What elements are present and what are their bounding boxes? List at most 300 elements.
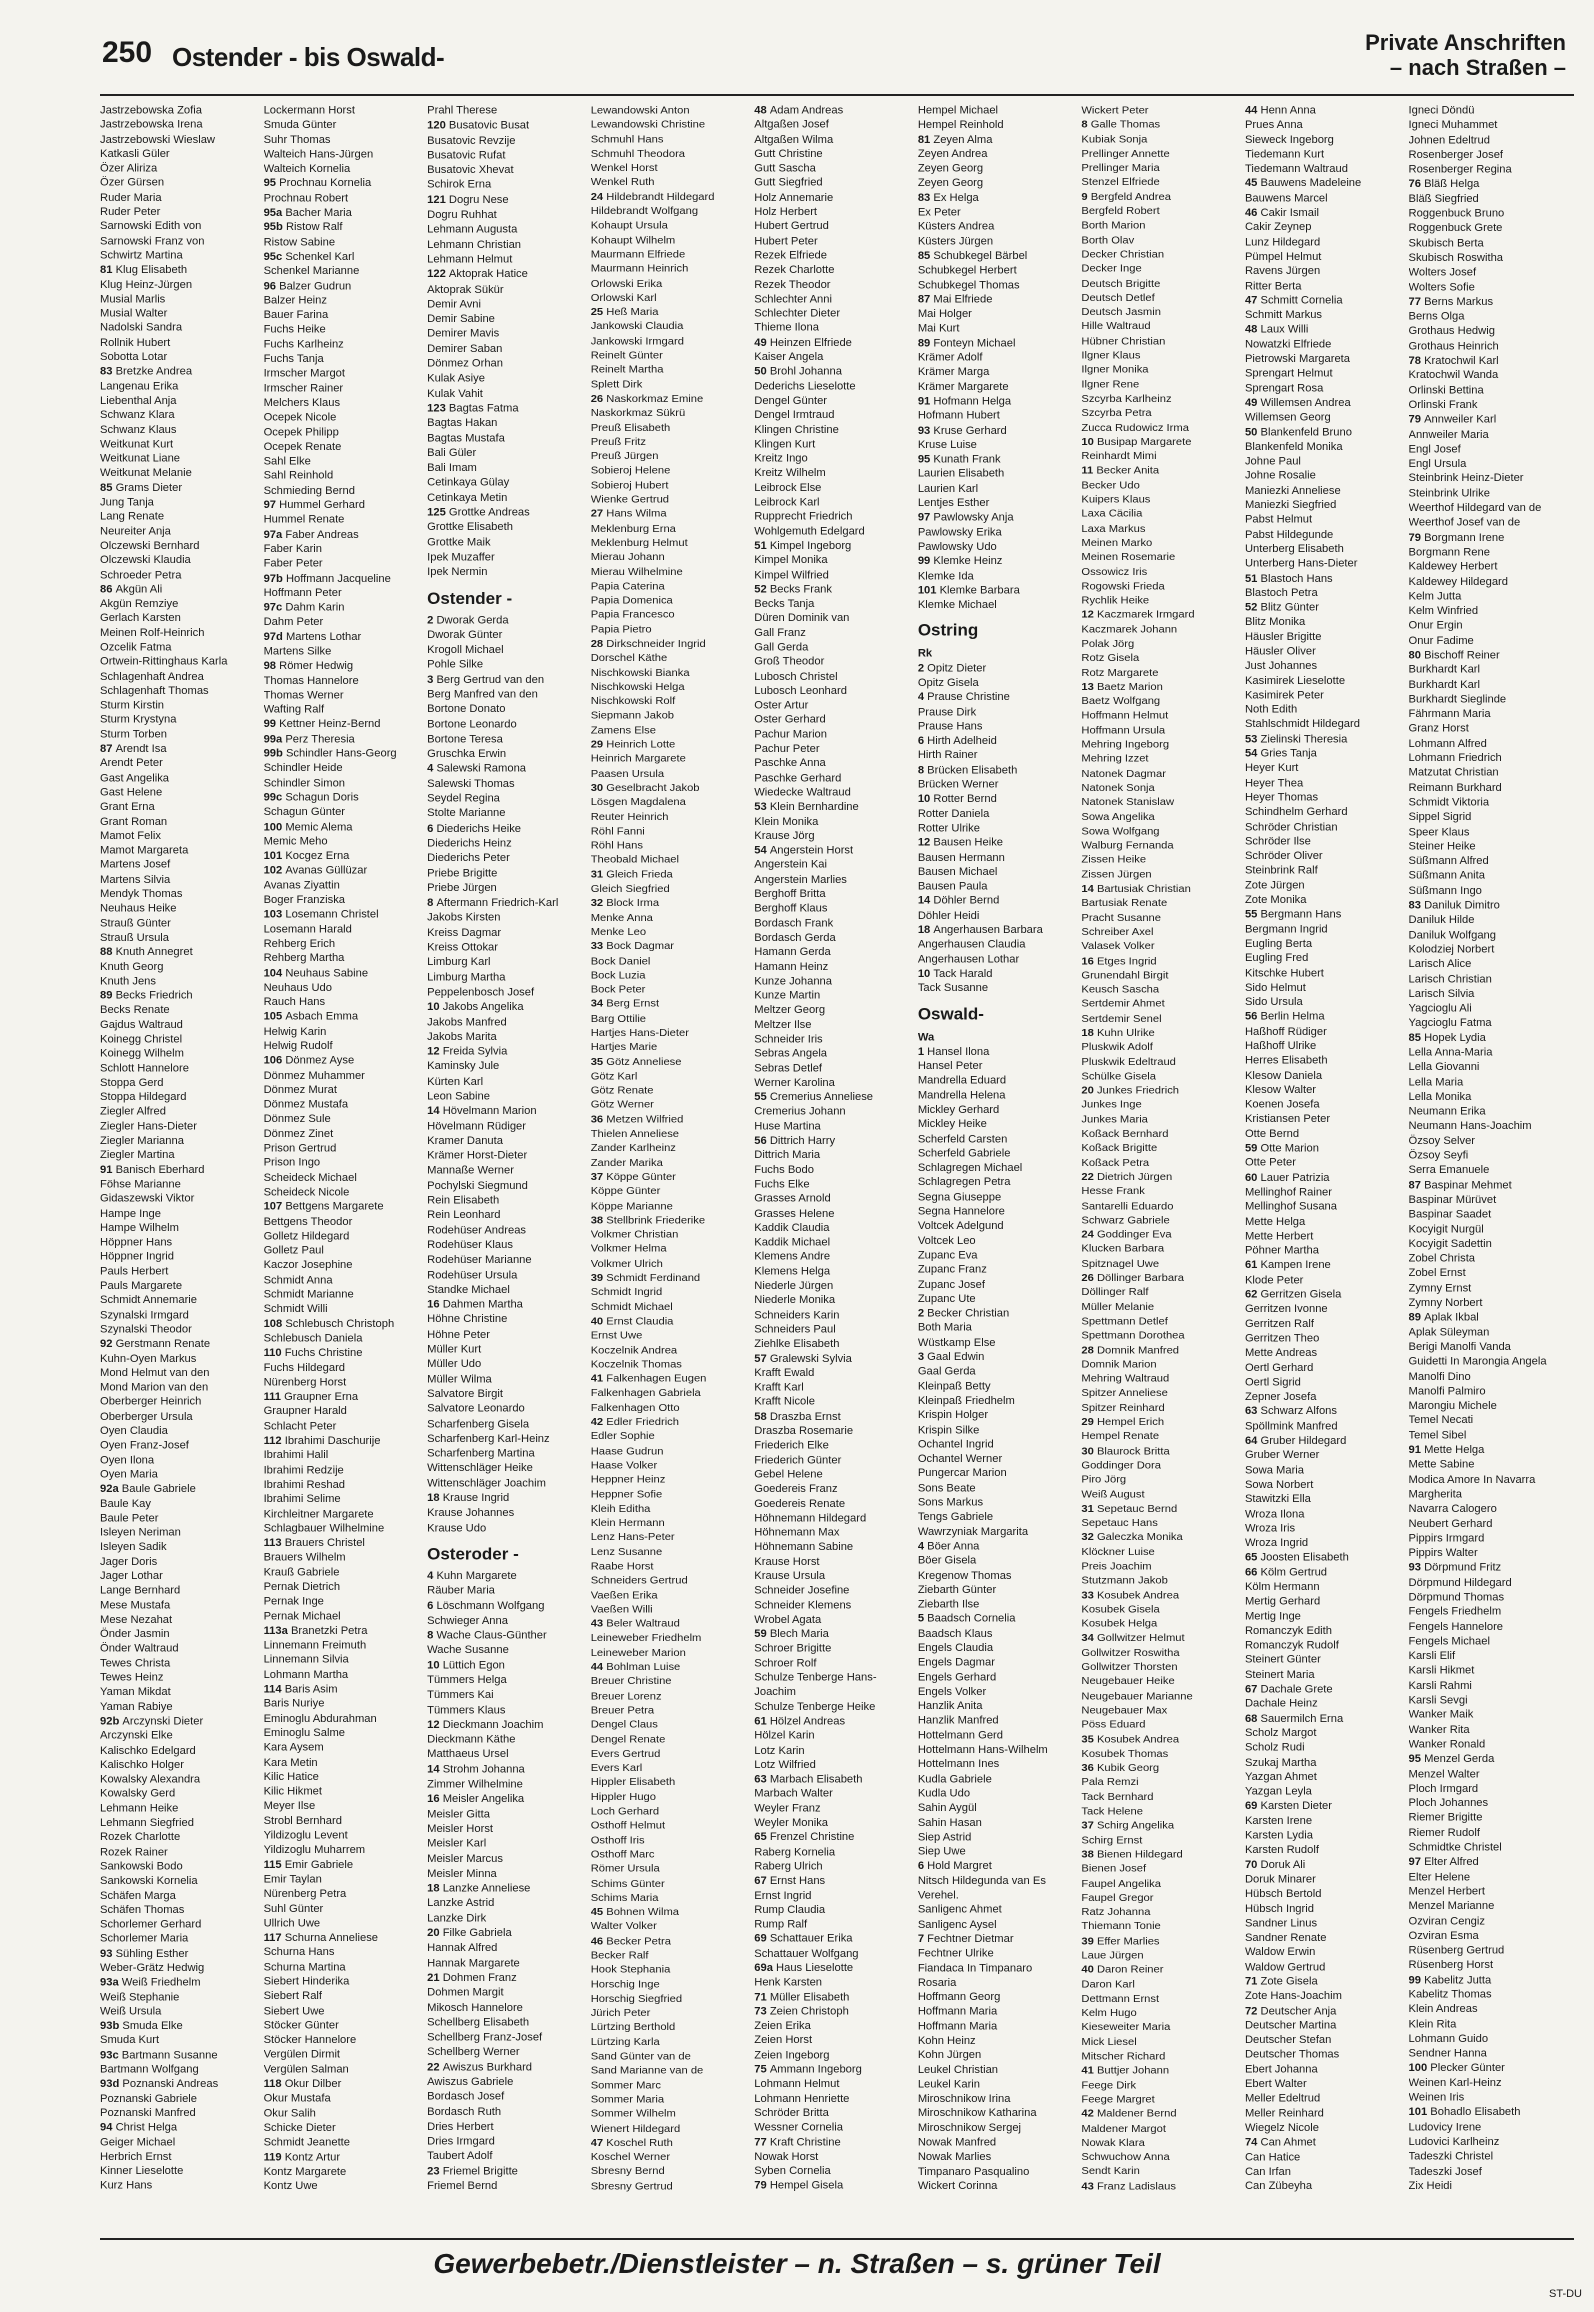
resident-entry: Smuda Kurt (100, 2035, 160, 2047)
resident-entry: Böer Gisela (917, 1555, 977, 1567)
resident-entry: Ochantel Ingrid (917, 1438, 994, 1451)
resident-name: Neuhaus Sabine (285, 967, 369, 979)
resident-entry: Wenkel Horst (590, 162, 658, 174)
resident-entry: Zobel Christa (1408, 1253, 1476, 1265)
district-code: Wa (917, 1031, 935, 1043)
house-number: 50 (754, 366, 770, 378)
resident-entry: Elter Helene (1408, 1871, 1471, 1883)
resident-name: Schurna Anneliese (284, 1932, 379, 1944)
resident-name: Asbach Emma (285, 1011, 359, 1023)
resident-entry: Kilic Hikmet (263, 1786, 322, 1798)
street-heading: Ostring (917, 621, 979, 640)
resident-name: Emir Gabriele (284, 1859, 354, 1871)
resident-entry: Hottelmann Ines (917, 1758, 1000, 1771)
resident-entry: Schmidt Marianne (263, 1289, 354, 1301)
house-number: 3 (917, 1351, 928, 1363)
resident-entry: Prellinger Maria (1081, 162, 1160, 174)
house-number: 40 (590, 1315, 607, 1328)
resident-entry: Daniluk Wolfgang (1408, 929, 1496, 941)
resident-entry (754, 365, 916, 380)
house-number: 114 (263, 1683, 285, 1696)
resident-entry: Nadolski Sandra (100, 322, 183, 335)
resident-entry: Segna Hannelore (917, 1206, 1005, 1218)
resident-entry: Eminoglu Abdurahman (263, 1712, 377, 1725)
house-number: 10 (1081, 436, 1097, 448)
resident-entry: Hippler Hugo (590, 1791, 656, 1803)
resident-entry: Schäfen Thomas (100, 1904, 185, 1916)
resident-entry (1409, 1443, 1571, 1458)
resident-entry (1409, 1973, 1571, 1988)
house-number: 125 (427, 506, 449, 519)
resident-entry: Höppner Hans (100, 1236, 173, 1249)
resident-entry: Tengs Gabriele (917, 1511, 994, 1523)
resident-entry: Sarnowski Franz von (100, 235, 205, 247)
resident-entry (591, 1416, 753, 1430)
resident-entry: Dengel Renate (590, 1733, 666, 1746)
resident-name: Hofmann Helga (933, 395, 1012, 408)
resident-name: Bacher Maria (285, 207, 352, 219)
resident-entry: Daron Karl (1081, 1978, 1135, 1991)
resident-entry: Kreitz Ingo (754, 453, 808, 465)
house-number: 55 (1244, 908, 1261, 921)
resident-entry: Önder Jasmin (100, 1628, 170, 1641)
resident-entry (918, 133, 1080, 148)
resident-entry: Angerhausen Lothar (917, 953, 1020, 966)
resident-entry (1245, 206, 1407, 221)
resident-entry: Natonek Stanislaw (1081, 796, 1175, 809)
resident-entry: Rezek Elfriede (754, 250, 828, 262)
resident-entry: Schellberg Franz-Josef (427, 2031, 543, 2044)
resident-entry: Hottelmann Hans-Wilhelm (917, 1744, 1048, 1756)
resident-entry: Schmidt Jeanette (263, 2136, 351, 2149)
resident-entry: Menke Anna (590, 912, 653, 924)
resident-entry: Zymny Norbert (1408, 1297, 1483, 1309)
resident-name: Gleich Frieda (606, 868, 673, 881)
house-number: 89 (917, 337, 934, 350)
resident-entry: Rozek Rainer (100, 1846, 168, 1858)
resident-entry: Priebe Jürgen (427, 882, 497, 894)
resident-entry: Dönmez Murat (263, 1084, 337, 1096)
resident-entry: Lentjes Esther (917, 497, 990, 510)
resident-name: Dahmen Martha (442, 1298, 523, 1311)
house-number: 102 (263, 865, 286, 877)
resident-name: Zielinski Theresia (1260, 733, 1348, 746)
resident-entry: Scharfenberg Martina (427, 1447, 535, 1460)
resident-entry: Wafting Ralf (263, 704, 325, 716)
resident-entry: Diederichs Heinz (427, 837, 512, 850)
resident-entry: Rosenberger Regina (1408, 163, 1512, 176)
resident-entry: Rotter Ulrike (917, 822, 980, 835)
resident-entry: Mette Andreas (1244, 1347, 1318, 1359)
resident-entry: Leon Sabine (427, 1090, 490, 1103)
resident-entry: Pöhner Martha (1244, 1245, 1319, 1257)
resident-entry: Fuchs Karlheinz (263, 338, 344, 351)
resident-entry: Spitznagel Uwe (1081, 1258, 1160, 1270)
resident-entry: Lohmann Alfred (1408, 737, 1487, 750)
resident-entry: Mond Marion van den (100, 1382, 209, 1394)
resident-entry: Özer Aliriza (100, 162, 158, 175)
resident-entry: Kalischko Holger (100, 1759, 184, 1771)
resident-entry (591, 1272, 753, 1286)
resident-name: Fuchs Christine (284, 1347, 363, 1359)
resident-entry: Isleyen Neriman (100, 1527, 181, 1539)
resident-entry (264, 1347, 426, 1362)
resident-entry: Kreitz Wilhelm (754, 467, 826, 480)
resident-entry: Cremerius Johann (754, 1106, 846, 1118)
resident-entry: Müller Melanie (1081, 1301, 1155, 1313)
resident-entry: Kaddik Michael (754, 1236, 831, 1249)
resident-name: Kimpel Ingeborg (769, 540, 852, 552)
resident-entry (1409, 1311, 1571, 1326)
resident-name: Dogru Nese (448, 194, 509, 206)
resident-entry: Yildizoglu Muharrem (263, 1844, 366, 1857)
resident-entry: Sandner Linus (1244, 1917, 1318, 1930)
house-number: 75 (754, 2064, 770, 2076)
resident-name: Wache Claus-Günther (436, 1629, 547, 1642)
resident-entry: Grottke Elisabeth (427, 521, 513, 534)
resident-name: Fechtner Dietmar (927, 1933, 1014, 1945)
resident-entry: Dederichs Lieselotte (754, 380, 856, 393)
resident-entry: Breuer Christine (590, 1676, 672, 1688)
resident-name: Bauwens Madeleine (1260, 178, 1362, 190)
resident-entry: Hempel Renate (1081, 1431, 1160, 1443)
resident-entry: Wroza Iris (1244, 1522, 1296, 1535)
resident-name: Naskorkmaz Emine (606, 393, 704, 405)
resident-entry: Krämer Margarete (917, 381, 1009, 393)
resident-entry (1081, 1632, 1243, 1646)
resident-name: Klemke Barbara (939, 584, 1020, 597)
resident-entry: Jung Tanja (100, 496, 154, 509)
resident-entry: Lubosch Leonhard (754, 685, 847, 697)
resident-entry: Walter Volker (590, 1921, 657, 1933)
resident-entry (754, 1831, 916, 1846)
resident-entry: Nowatzki Elfriede (1244, 338, 1332, 351)
house-number: 95 (263, 178, 280, 190)
resident-entry: Engels Claudia (917, 1642, 994, 1654)
resident-entry (264, 528, 426, 543)
resident-entry: Mannaße Werner (427, 1165, 514, 1177)
resident-entry (591, 897, 753, 911)
resident-entry: Schlacht Peter (263, 1420, 337, 1433)
section-title (1365, 30, 1566, 80)
resident-entry: Lohmann Henriette (754, 2093, 850, 2105)
resident-entry: Krafft Nicole (754, 1396, 815, 1408)
resident-entry: Wrobel Agata (754, 1614, 822, 1626)
resident-entry: Gast Angelika (100, 772, 170, 784)
resident-entry: Losemann Harald (263, 923, 352, 936)
resident-entry: Koczelnik Andrea (590, 1344, 678, 1356)
resident-entry (1081, 608, 1243, 622)
resident-entry: Kurz Hans (100, 2180, 153, 2192)
resident-entry: Götz Karl (590, 1070, 638, 1082)
resident-entry: Linnemann Silvia (263, 1654, 349, 1666)
house-number: 99c (263, 792, 286, 804)
resident-name: Christ Helga (115, 2122, 178, 2134)
house-number: 29 (1081, 1416, 1097, 1428)
resident-entry (1245, 1288, 1407, 1303)
resident-name: Gerstmann Renate (115, 1338, 211, 1350)
resident-name: Stellbrink Friederike (606, 1214, 706, 1227)
resident-entry (754, 2005, 916, 2020)
house-number: 78 (1408, 355, 1425, 367)
house-number: 91 (917, 395, 934, 408)
resident-entry: Schmidt Michael (590, 1301, 673, 1313)
resident-entry: Steinbrink Heinz-Dieter (1408, 472, 1524, 485)
resident-entry: Dönmez Zinet (263, 1128, 334, 1140)
resident-entry: Geiger Michael (100, 2136, 176, 2149)
resident-entry: Ziegler Marianna (100, 1135, 184, 1147)
resident-entry: Papia Domenica (590, 595, 673, 607)
resident-name: Hövelmann Marion (442, 1105, 537, 1118)
house-number: 85 (917, 250, 934, 262)
resident-name: Buttjer Johann (1096, 2065, 1170, 2077)
resident-entry (427, 1629, 589, 1644)
resident-entry: Zeyen Georg (917, 177, 984, 190)
resident-entry: Pluskwik Adolf (1081, 1041, 1153, 1054)
house-number: 16 (427, 1298, 443, 1311)
resident-name: Geselbracht Jakob (606, 782, 700, 794)
house-number: 117 (263, 1932, 285, 1944)
resident-entry: Kitschke Hubert (1244, 967, 1324, 979)
resident-entry (1409, 649, 1571, 664)
resident-entry: Meller Edeltrud (1244, 2093, 1321, 2105)
resident-name: Hopek Lydia (1424, 1032, 1486, 1044)
resident-entry (1245, 396, 1407, 411)
resident-entry: Laurien Karl (917, 483, 979, 495)
resident-entry: Papia Francesco (590, 609, 675, 621)
resident-entry: Dörpmund Thomas (1408, 1591, 1505, 1604)
resident-entry (1245, 1171, 1407, 1186)
resident-entry: Mendyk Thomas (100, 888, 183, 900)
resident-entry: Becker Ralf (590, 1949, 649, 1962)
resident-entry: Zupanc Franz (917, 1264, 987, 1276)
resident-entry: Can Hatice (1244, 2151, 1301, 2164)
resident-entry: Walteich Kornelia (263, 163, 351, 175)
resident-entry: Rein Leonhard (427, 1209, 501, 1222)
resident-entry (918, 662, 1080, 677)
resident-entry (1081, 1027, 1243, 1041)
house-number: 112 (263, 1435, 285, 1447)
resident-entry (1081, 118, 1243, 132)
resident-name: Opitz Dieter (927, 662, 987, 675)
resident-entry: Wickert Peter (1081, 104, 1149, 117)
resident-entry (591, 392, 753, 406)
resident-entry: Onur Fadime (1408, 634, 1474, 647)
resident-entry: Sanligenc Aysel (917, 1918, 997, 1931)
house-number: 54 (1244, 748, 1261, 760)
resident-entry: Schellberg Elisabeth (427, 2016, 530, 2029)
resident-entry: Hamann Heinz (754, 961, 829, 973)
resident-entry: Marbach Walter (754, 1788, 833, 1800)
resident-entry: Rauch Hans (263, 996, 326, 1009)
resident-entry: Kosubek Gisela (1081, 1604, 1160, 1616)
resident-entry (754, 336, 916, 351)
resident-entry: Sowa Norbert (1244, 1479, 1314, 1491)
resident-entry (754, 1933, 916, 1948)
resident-entry: Golletz Hildegard (263, 1230, 350, 1243)
resident-entry: Scholz Rudi (1244, 1742, 1305, 1754)
resident-entry: Onur Ergin (1408, 620, 1463, 632)
house-number: 72 (1244, 2005, 1261, 2017)
house-number: 2 (917, 1307, 928, 1320)
resident-entry: Osthoff Iris (590, 1834, 645, 1846)
resident-entry: Zymny Ernst (1408, 1282, 1472, 1295)
resident-entry: Helwig Karin (263, 1025, 327, 1038)
house-number: 51 (754, 540, 770, 552)
resident-entry: Nürenberg Horst (263, 1376, 347, 1389)
resident-name: Beler Waltraud (606, 1618, 680, 1630)
house-number: 111 (263, 1391, 285, 1403)
resident-entry: Rump Claudia (754, 1904, 826, 1916)
resident-entry (1081, 464, 1243, 478)
resident-entry: Schlagregen Petra (917, 1177, 1011, 1189)
house-number: 59 (754, 1628, 770, 1641)
house-number: 56 (754, 1135, 770, 1147)
resident-entry: Kleinpaß Friedhelm (917, 1395, 1015, 1407)
resident-name: Marbach Elisabeth (769, 1773, 863, 1786)
resident-entry: Schlagregen Michael (917, 1162, 1023, 1174)
resident-entry: Kocyigit Nurgül (1408, 1223, 1484, 1236)
house-number: 92 (100, 1338, 116, 1350)
resident-name: Bienen Hildegard (1096, 1849, 1183, 1861)
resident-name: Angerstein Horst (769, 845, 854, 857)
resident-name: Koschel Ruth (606, 2137, 673, 2149)
resident-name: Freida Sylvia (442, 1045, 508, 1058)
resident-name: Zote Gisela (1260, 1976, 1318, 1988)
resident-name: Berns Markus (1424, 296, 1494, 308)
house-number: 29 (590, 739, 607, 751)
house-number: 26 (590, 393, 607, 405)
resident-name: Busatovic Busat (448, 119, 530, 132)
resident-entry: Hesse Frank (1081, 1185, 1145, 1198)
resident-name: Edler Friedrich (606, 1416, 679, 1428)
resident-entry: Liebenthal Anja (100, 395, 177, 407)
resident-name: Knuth Annegret (115, 946, 193, 959)
resident-entry: Weinen Iris (1408, 2092, 1465, 2104)
resident-entry: Temel Sibel (1408, 1429, 1467, 1442)
resident-entry: Ipek Muzaffer (427, 551, 495, 564)
resident-entry: Gutt Sascha (754, 162, 816, 175)
resident-name: Kratochwil Karl (1424, 355, 1499, 367)
resident-entry: Tümmers Helga (427, 1674, 507, 1687)
resident-entry: Dogru Ruhhat (427, 209, 497, 221)
resident-entry (1409, 2106, 1571, 2121)
house-number: 100 (263, 821, 286, 833)
resident-entry: Schmitt Markus (1244, 309, 1323, 322)
resident-entry: Priebe Brigitte (427, 867, 498, 880)
resident-entry: Steinbrink Ralf (1244, 865, 1318, 877)
resident-name: Bohnen Wilma (606, 1906, 680, 1919)
resident-entry (427, 1045, 589, 1060)
resident-entry: Mette Sabine (1408, 1459, 1475, 1471)
resident-entry: Sahl Elke (263, 455, 311, 468)
resident-entry: Rein Elisabeth (427, 1194, 500, 1207)
resident-entry: Sommer Marc (590, 2079, 661, 2091)
resident-name: Ex Helga (933, 192, 979, 204)
resident-entry: Pernak Michael (263, 1610, 341, 1623)
resident-entry: Krause Horst (754, 1556, 820, 1568)
district-code: Rk (917, 648, 933, 660)
resident-entry: Lehmann Augusta (427, 224, 518, 236)
resident-entry (100, 1483, 262, 1498)
resident-entry (100, 1947, 262, 1962)
resident-entry (427, 2060, 589, 2075)
resident-entry: Dieckmann Käthe (427, 1733, 516, 1746)
resident-entry: Kuhn-Oyen Markus (100, 1353, 197, 1365)
resident-entry (1081, 1935, 1243, 1949)
resident-entry: Schims Maria (590, 1892, 659, 1904)
resident-entry: Ploch Irmgard (1408, 1782, 1479, 1795)
resident-entry: Ocepek Philipp (263, 426, 339, 439)
resident-entry: Kara Aysem (263, 1742, 324, 1754)
resident-entry (754, 1628, 916, 1643)
house-number: 14 (427, 1105, 443, 1118)
resident-entry: Pabst Hildegunde (1244, 528, 1334, 541)
resident-entry: Salewski Thomas (427, 778, 515, 790)
resident-entry (918, 1045, 1080, 1060)
resident-entry: Busatovic Rufat (427, 149, 506, 162)
resident-entry: Bortone Donato (427, 703, 506, 716)
house-number: 23 (427, 2165, 443, 2178)
resident-entry: Sendner Hanna (1408, 2047, 1487, 2060)
resident-entry (1245, 323, 1407, 338)
resident-entry: Szcyrba Petra (1081, 407, 1152, 419)
house-number: 38 (590, 1214, 607, 1227)
house-number: 6 (917, 735, 928, 747)
resident-entry: Karsli Hikmet (1408, 1665, 1475, 1677)
resident-entry: Faupel Angelika (1081, 1877, 1161, 1890)
resident-entry: Zamens Else (590, 724, 656, 737)
resident-entry (1409, 1031, 1571, 1046)
house-number: 35 (590, 1056, 607, 1068)
resident-entry: Scherfeld Carsten (917, 1133, 1008, 1145)
resident-entry: Menzel Herbert (1408, 1886, 1485, 1898)
resident-entry: Prellinger Annette (1081, 148, 1170, 160)
resident-name: Gralewski Sylvia (769, 1353, 852, 1365)
resident-entry: Koschel Werner (590, 2151, 671, 2164)
resident-name: Aftermann Friedrich-Karl (436, 897, 559, 909)
resident-entry: Orlinski Bettina (1408, 384, 1484, 397)
resident-name: Bergmann Hans (1260, 908, 1342, 921)
resident-name: Bartusiak Christian (1096, 883, 1191, 895)
resident-name: Otte Marion (1260, 1142, 1319, 1155)
resident-entry: Wiedecke Waltraud (754, 787, 851, 799)
resident-entry: Suhl Günter (263, 1903, 324, 1915)
resident-entry: Sowa Maria (1244, 1464, 1305, 1476)
resident-entry: Eminoglu Salme (263, 1727, 346, 1740)
resident-entry: Sido Helmut (1244, 982, 1306, 994)
resident-entry: Hannak Alfred (427, 1942, 498, 1954)
resident-entry: Johnen Edeltrud (1408, 134, 1490, 146)
house-number: 97 (1408, 1856, 1425, 1869)
house-number: 67 (754, 1875, 770, 1887)
resident-entry: Granz Horst (1408, 723, 1469, 735)
resident-name: Avanas Güllüzar (285, 865, 368, 877)
resident-entry (264, 820, 426, 835)
resident-entry: Decker Christian (1081, 249, 1165, 261)
house-number: 24 (590, 191, 607, 203)
footer-code: ST-DU (1549, 2288, 1582, 2300)
resident-entry: Hille Waltraud (1081, 321, 1151, 333)
resident-entry: Meisler Marcus (427, 1853, 503, 1865)
resident-entry: Walteich Hans-Jürgen (263, 148, 374, 161)
resident-entry: Avanas Ziyattin (263, 879, 340, 892)
resident-entry: Herres Elisabeth (1244, 1055, 1328, 1067)
resident-entry: Kreiss Dagmar (427, 926, 502, 939)
resident-name: Pawlowsky Anja (933, 512, 1014, 524)
resident-entry: Valasek Volker (1081, 940, 1155, 953)
house-number: 106 (263, 1055, 286, 1067)
